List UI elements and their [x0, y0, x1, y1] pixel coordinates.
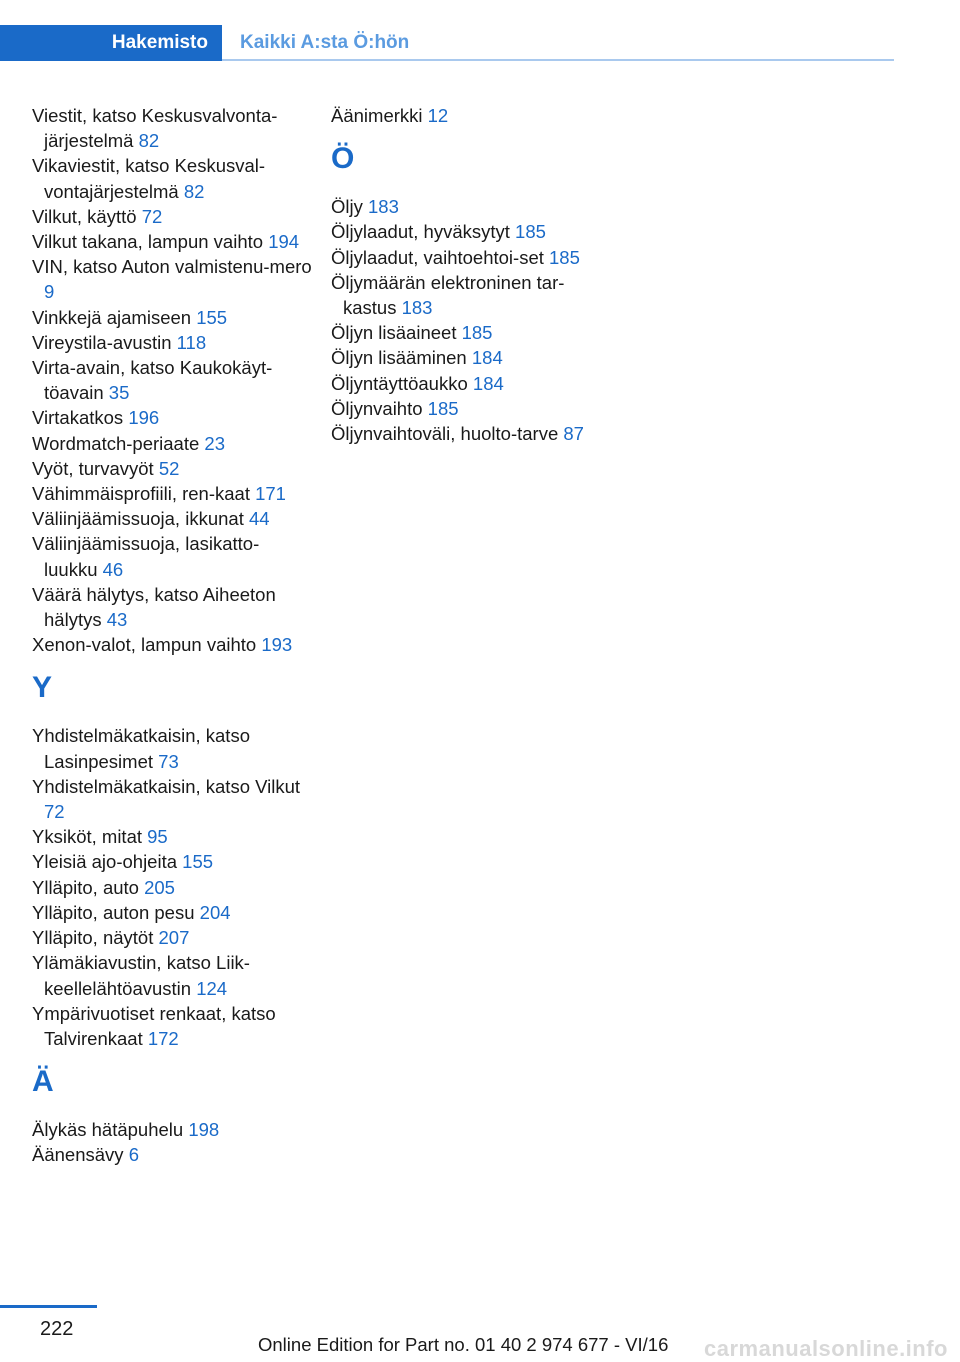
entry-text: Öljy: [331, 196, 363, 218]
right-column: [331, 103, 611, 446]
entry-page-link[interactable]: 44: [248, 508, 270, 530]
entry-text: Älykäs hätäpuhelu: [32, 1119, 184, 1141]
entry-text: Yhdistelmäkatkaisin, katso Lasinpesimet: [32, 725, 250, 772]
entry-page-link[interactable]: 73: [158, 750, 179, 772]
entry-page-link[interactable]: 12: [427, 105, 449, 126]
entry-text: Öljymäärän elektroninen tar-kastus: [331, 271, 565, 319]
index-entry: [32, 355, 312, 405]
entry-text: Öljylaadut, hyväksytyt: [331, 221, 510, 243]
page-number: 222: [40, 1318, 74, 1340]
entry-page-link[interactable]: 52: [158, 457, 180, 479]
entry-text: Vilkut, käyttö: [32, 205, 137, 227]
entry-text: Vilkut takana, lampun vaihto: [32, 231, 264, 253]
index-entry: [331, 245, 611, 270]
entry-page-link[interactable]: 72: [44, 801, 65, 823]
header-divider: [222, 59, 894, 61]
index-entry: [32, 632, 312, 657]
entry-text: Virtakatkos: [32, 407, 124, 429]
page-number-rule: [0, 1305, 97, 1308]
oe-entries: [331, 194, 611, 446]
index-entry: [32, 723, 312, 773]
entry-text: Vinkkejä ajamiseen: [32, 306, 192, 328]
entry-page-link[interactable]: 185: [427, 397, 459, 419]
entry-text: Vireystila-avustin: [32, 331, 172, 353]
entry-text: Öljylaadut, vaihtoehtoi-set: [331, 246, 544, 268]
entry-text: Wordmatch-periaate: [32, 432, 200, 454]
index-entry: [331, 345, 611, 370]
entry-page-link[interactable]: 82: [138, 130, 160, 152]
entry-text: Yksiköt, mitat: [32, 826, 142, 848]
entry-page-link[interactable]: 171: [255, 483, 286, 505]
index-entry: [32, 582, 312, 632]
entry-page-link[interactable]: 185: [461, 322, 493, 344]
entry-text: Ylämäkiavustin, katso Liik-keellelähtöavustin: [32, 952, 250, 999]
entry-text: Öljynvaihto: [331, 397, 423, 419]
entry-text: Öljyn lisääminen: [331, 347, 467, 369]
entry-page-link[interactable]: 6: [128, 1144, 139, 1166]
entry-text: Väliinjäämissuoja, lasikatto-luukku: [32, 533, 260, 580]
entry-text: Yleisiä ajo-ohjeita: [32, 851, 178, 873]
section-letter-ae: Ä: [32, 1065, 54, 1099]
left-column: [32, 103, 312, 1168]
tab-index[interactable]: Hakemisto: [0, 25, 222, 61]
entry-page-link[interactable]: 9: [44, 281, 55, 303]
index-entry: [32, 849, 312, 874]
entry-text: Vikaviestit, katso Keskusval-vontajärjestelmä: [32, 155, 266, 202]
entry-page-link[interactable]: 205: [144, 876, 175, 898]
entry-page-link[interactable]: 172: [147, 1027, 179, 1049]
entry-text: Öljyn lisäaineet: [331, 322, 457, 344]
index-entry: [32, 506, 312, 531]
index-entry: [32, 1117, 312, 1142]
entry-text: Viestit, katso Keskusvalvonta-järjestelmä: [32, 105, 278, 152]
index-entry: [331, 421, 611, 446]
entry-page-link[interactable]: 198: [188, 1119, 220, 1141]
index-entry: [32, 1001, 312, 1051]
entry-page-link[interactable]: 194: [268, 231, 300, 253]
index-entry: [331, 371, 611, 396]
index-entry: [331, 396, 611, 421]
index-entry: [32, 774, 312, 824]
section-letter-oe: Ö: [331, 142, 355, 176]
index-entry: [32, 204, 312, 229]
index-entry: [32, 103, 312, 153]
entry-text: Äänensävy: [32, 1144, 124, 1166]
entry-text: Ylläpito, auton pesu: [32, 901, 195, 923]
entry-text: Vyöt, turvavyöt: [32, 457, 154, 479]
entry-page-link[interactable]: 196: [128, 407, 160, 429]
index-entry: [331, 103, 611, 128]
entry-text: Ylläpito, auto: [32, 876, 139, 898]
entry-text: Ylläpito, näytöt: [32, 927, 154, 949]
entry-page-link[interactable]: 23: [204, 432, 225, 454]
index-entry: [32, 405, 312, 430]
index-entry: [331, 219, 611, 244]
index-entry: [32, 153, 312, 203]
left-entries: [32, 103, 312, 657]
watermark: carmanualsonline.info: [704, 1336, 948, 1361]
entry-text: Äänimerkki: [331, 105, 423, 126]
index-entry: [331, 320, 611, 345]
entry-page-link[interactable]: 204: [199, 901, 231, 923]
entry-page-link[interactable]: 82: [183, 180, 205, 202]
entry-page-link[interactable]: 183: [368, 196, 399, 218]
index-entry: [331, 270, 611, 320]
section-letter-y: Y: [32, 671, 53, 705]
entry-page-link[interactable]: 207: [158, 927, 190, 949]
entry-page-link[interactable]: 87: [563, 423, 584, 445]
index-entry: [32, 925, 312, 950]
entry-page-link[interactable]: 184: [472, 372, 504, 394]
index-entry: [32, 330, 312, 355]
entry-text: Öljyntäyttöaukko: [331, 372, 468, 394]
index-entry: [32, 229, 312, 254]
index-entry: [331, 194, 611, 219]
right-top-entries: [331, 103, 611, 128]
entry-page-link[interactable]: 185: [549, 246, 580, 268]
index-entry: [32, 1142, 312, 1167]
index-entry: [32, 900, 312, 925]
entry-page-link[interactable]: 72: [141, 205, 163, 227]
entry-text: Xenon-valot, lampun vaihto: [32, 634, 257, 656]
entry-text: Väliinjäämissuoja, ikkunat: [32, 508, 244, 530]
index-entry: [32, 456, 312, 481]
index-entry: [32, 875, 312, 900]
entry-page-link[interactable]: 46: [102, 558, 124, 580]
entry-page-link[interactable]: 43: [106, 609, 128, 631]
entry-page-link[interactable]: 155: [196, 306, 228, 328]
index-entry: [32, 481, 312, 506]
footer-edition: Online Edition for Part no. 01 40 2 974 677 - VI/16: [258, 1334, 669, 1355]
entry-page-link[interactable]: 193: [261, 634, 293, 656]
header: [0, 0, 960, 64]
entry-page-link[interactable]: 118: [176, 331, 207, 353]
entry-page-link[interactable]: 124: [196, 977, 228, 999]
entry-text: VIN, katso Auton valmistenu-mero: [32, 256, 312, 278]
entry-text: Vähimmäisprofiili, ren-kaat: [32, 483, 250, 505]
index-entry: [32, 824, 312, 849]
ae-entries: [32, 1117, 312, 1167]
index-entry: [32, 531, 312, 581]
index-entry: [32, 254, 312, 304]
entry-text: Öljynvaihtoväli, huolto-tarve: [331, 423, 559, 445]
entry-page-link[interactable]: 155: [182, 851, 214, 873]
index-entry: [32, 431, 312, 456]
index-entry: [32, 950, 312, 1000]
entry-text: Väärä hälytys, katso Aiheeton hälytys: [32, 583, 276, 631]
entry-page-link[interactable]: 35: [108, 382, 130, 404]
tab-all-a-to-o[interactable]: Kaikki A:sta Ö:hön: [240, 32, 410, 53]
entry-page-link[interactable]: 185: [515, 221, 546, 243]
entry-page-link[interactable]: 183: [401, 297, 433, 319]
y-entries: [32, 723, 312, 1051]
entry-page-link[interactable]: 184: [471, 347, 503, 369]
entry-text: Yhdistelmäkatkaisin, katso Vilkut: [32, 775, 301, 797]
entry-page-link[interactable]: 95: [147, 826, 168, 848]
entry-text: Ympärivuotiset renkaat, katso Talvirenkaat: [32, 1002, 276, 1049]
index-entry: [32, 305, 312, 330]
entry-text: Virta-avain, katso Kaukokäyt-töavain: [32, 357, 273, 404]
